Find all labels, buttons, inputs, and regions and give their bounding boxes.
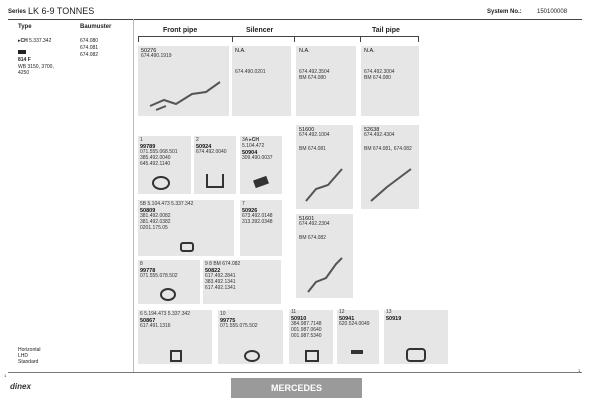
silencer-code: 674.490.0201: [235, 69, 266, 75]
tail-pipe-bm: BM 674.080: [364, 75, 391, 81]
mount-index: 2: [196, 137, 199, 143]
clamp-icon: [244, 350, 260, 362]
mount-number: 50809: [140, 208, 156, 214]
mount-50904[interactable]: [240, 136, 282, 194]
mount-number: 99778: [140, 268, 156, 274]
mount-99775[interactable]: [218, 310, 283, 364]
front-pipe-drawing: [146, 76, 226, 114]
mount-index: 12: [339, 309, 345, 315]
mount-code: 617.492.1341: [205, 285, 236, 291]
mount-number: 99775: [220, 318, 236, 324]
mount-code: 381.492.0082: [140, 213, 171, 219]
mount-index: 13: [386, 309, 392, 315]
part-51600-box[interactable]: [296, 125, 353, 209]
part-51600-number: 51600: [299, 127, 315, 133]
part-51601-box[interactable]: [296, 214, 353, 298]
mount-code: 645.492.1140: [140, 161, 171, 167]
mount-index: 11: [291, 309, 297, 315]
mount-code: 384.987.7148: [291, 321, 322, 327]
header-rule: [8, 19, 582, 20]
mount-code: 673.492.0148: [242, 213, 273, 219]
mount-number: 99789: [140, 144, 156, 150]
tail-pipe-box[interactable]: [361, 46, 419, 116]
mount-sub: 5.104.472: [242, 143, 265, 149]
mount-code: 620.524.0049: [339, 321, 370, 327]
hanger-icon: [253, 176, 269, 188]
mount-index: 9 8 BM 674.082: [205, 261, 241, 267]
mount-number: 50941: [339, 316, 355, 322]
mount-index: 5B 5.104.473 5.337.342: [140, 201, 194, 207]
part-52638-code: 674.492.4304: [364, 132, 395, 138]
footer-line-1: Horizontal: [18, 347, 41, 353]
mount-code: 617.492.2841: [205, 273, 236, 279]
front-pipe-code: 674.490.1919: [141, 53, 172, 59]
tick-4: [360, 36, 361, 42]
mount-50919[interactable]: [384, 310, 448, 364]
front-pipe-number: 50276: [141, 48, 157, 54]
part-51601-bm: BM 674.082: [299, 235, 326, 241]
mount-code: 001.987.0640: [291, 327, 322, 333]
baumuster-1: 674.080: [80, 38, 99, 44]
part-52638-drawing: [367, 165, 415, 205]
part-52638-number: 52638: [364, 127, 380, 133]
type-line2: 814 F: [18, 57, 31, 63]
system-label: System No.:: [487, 9, 522, 15]
front-pipe-box[interactable]: [138, 46, 229, 116]
silencer-number: N.A.: [235, 48, 246, 54]
part-52638-box[interactable]: [361, 125, 419, 209]
part-51600-bm: BM 674.081: [299, 146, 326, 152]
section-rule: [138, 36, 419, 37]
mount-50941[interactable]: [337, 310, 379, 364]
silencer-header: Silencer: [246, 27, 274, 34]
tick-1: [138, 36, 139, 42]
bolt-icon: [170, 350, 182, 362]
mid-pipe-number: N.A.: [299, 48, 310, 54]
mount-index: 7: [242, 201, 245, 207]
engine-icon: [18, 50, 26, 54]
mount-code: 385.492.0040: [140, 155, 171, 161]
mount-99789[interactable]: [138, 136, 191, 194]
mount-code: 309.490.0037: [242, 155, 273, 161]
type-line4: 4250: [18, 70, 30, 76]
baumuster-3: 674.082: [80, 52, 99, 58]
mount-code: 383.492.1341: [205, 279, 236, 285]
part-52638-bm: BM 674.081, 674.082: [364, 146, 412, 152]
page-right: 1: [578, 368, 581, 373]
flange-icon: [406, 348, 426, 362]
mount-index: 10: [220, 311, 226, 317]
front-pipe-header: Front pipe: [163, 27, 198, 34]
mount-code: 001.987.5340: [291, 333, 322, 339]
clamp-icon: [160, 288, 176, 301]
mount-code: 674.492.0040: [196, 149, 227, 155]
series-value: LK 6-9 TONNES: [28, 6, 95, 16]
baumuster-label: Baumuster: [80, 24, 112, 30]
gasket-icon: [180, 242, 194, 252]
part-51601-drawing: [302, 254, 348, 296]
part-51601-number: 51601: [299, 216, 315, 222]
part-51601-code: 674.492.2304: [299, 221, 330, 227]
system-value: 150100008: [537, 9, 568, 15]
silencer-box[interactable]: [232, 46, 291, 116]
mid-pipe-box[interactable]: [296, 46, 356, 116]
mount-number: 50926: [242, 208, 258, 214]
type-label: Type: [18, 24, 32, 30]
mount-code: 313.392.0348: [242, 219, 273, 225]
mount-code: 0201.175.05: [140, 225, 168, 231]
mount-number: 50919: [386, 316, 402, 322]
footer-line-2: LHD: [18, 353, 29, 359]
tick-5: [418, 36, 419, 42]
mount-99778[interactable]: [138, 260, 200, 304]
mount-code: 381.492.0382: [140, 219, 171, 225]
tail-pipe-header: Tail pipe: [372, 27, 400, 34]
type-line3: WB 3150, 3700,: [18, 64, 54, 70]
column-divider: [133, 19, 134, 372]
mount-index: 3A ▸CH: [242, 137, 259, 143]
tail-pipe-number: N.A.: [364, 48, 375, 54]
clamp-icon: [152, 176, 170, 190]
mount-index: 8: [140, 261, 143, 267]
page-left: 1: [4, 373, 7, 378]
mount-code: 617.491.1316: [140, 323, 171, 329]
baumuster-2: 674.081: [80, 45, 99, 51]
brand-logo: dinex: [10, 382, 31, 391]
mount-code: 071.555.075.502: [220, 323, 258, 329]
mount-code: 071.555.078.502: [140, 273, 178, 279]
mount-50809[interactable]: [138, 200, 234, 256]
mount-number: 50867: [140, 318, 156, 324]
part-51600-code: 674.492.1004: [299, 132, 330, 138]
footer-rule: [8, 372, 582, 373]
nut-icon: [305, 350, 319, 362]
mid-pipe-code: 674.492.3504: [299, 69, 330, 75]
washer-icon: [351, 350, 363, 354]
part-51600-drawing: [302, 165, 348, 205]
make-banner: MERCEDES: [231, 378, 362, 398]
mount-number: 50924: [196, 144, 212, 150]
mount-index: 1: [140, 137, 143, 143]
mid-pipe-bm: BM 674.080: [299, 75, 326, 81]
mount-50867[interactable]: [138, 310, 212, 364]
tick-3: [294, 36, 295, 42]
mount-index: 6 5.194.473 5.337.342: [140, 311, 191, 317]
mount-50926[interactable]: [240, 200, 282, 256]
mount-number: 50822: [205, 268, 221, 274]
mount-50924[interactable]: [194, 136, 236, 194]
mount-50910[interactable]: [289, 310, 333, 364]
mount-50822[interactable]: [203, 260, 281, 304]
mount-code: 071.555.068.501: [140, 149, 178, 155]
series-label: Series: [8, 9, 27, 15]
tail-pipe-code: 674.492.3004: [364, 69, 395, 75]
mount-number: 50910: [291, 316, 307, 322]
bracket-icon: [206, 174, 224, 188]
mount-number: 50904: [242, 150, 258, 156]
tick-2: [232, 36, 233, 42]
type-line1: ▸CH 5.337.342: [18, 38, 52, 44]
footer-line-3: Standard: [18, 359, 39, 365]
